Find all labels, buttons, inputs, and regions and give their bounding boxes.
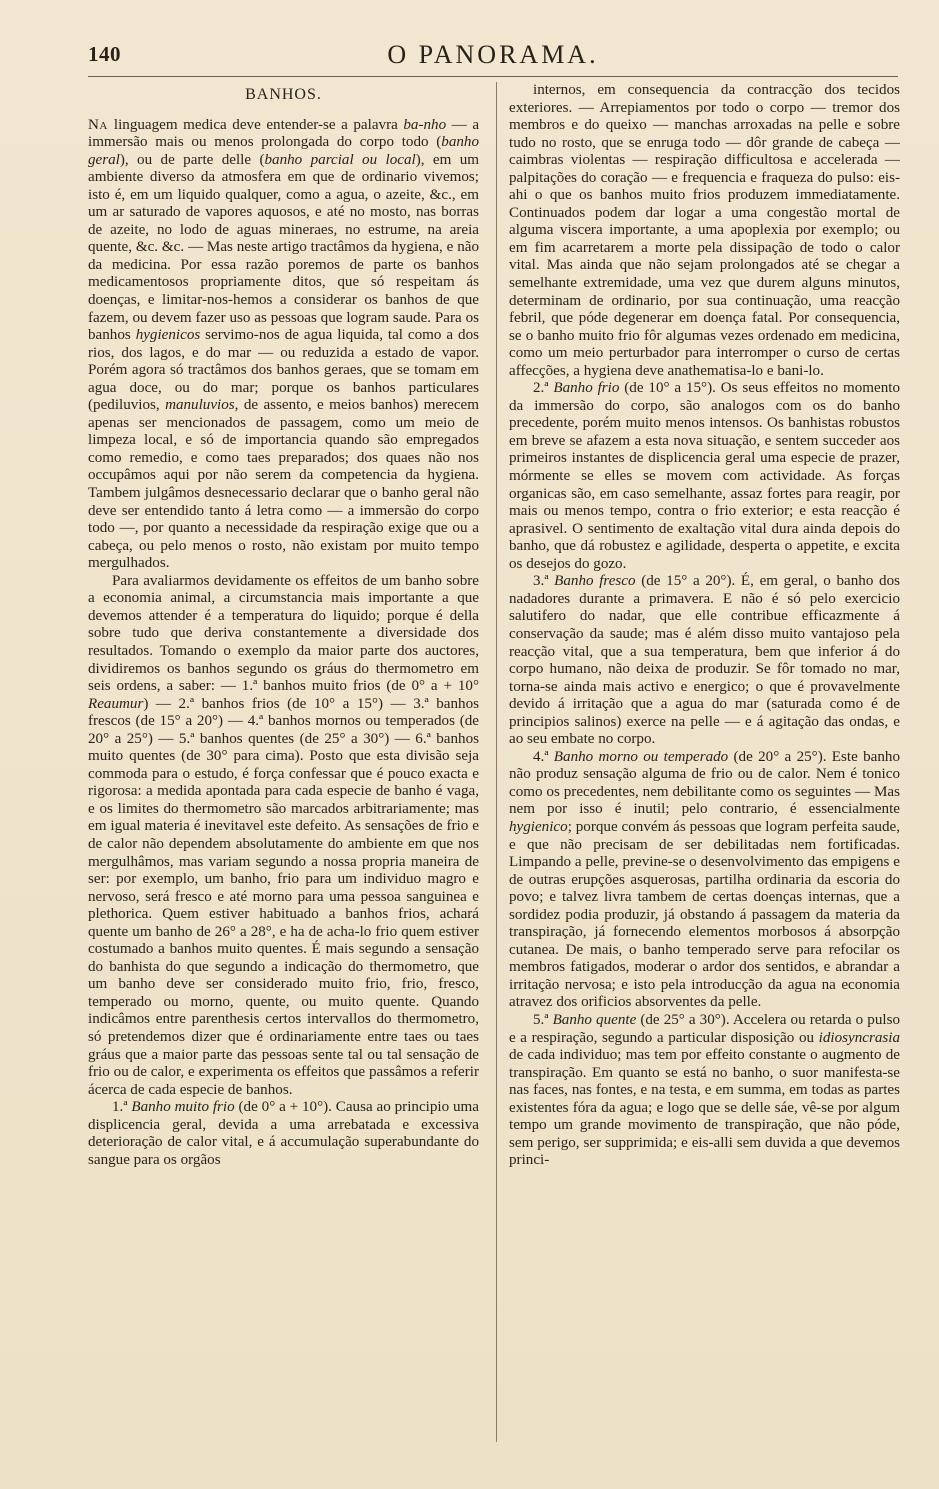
italic-term: banho geral bbox=[88, 134, 479, 168]
italic-term: Banho muito frio bbox=[131, 1099, 235, 1116]
text-run: (de 20° a 25°). Este banho não produz sensação alguma de frio ou de calor. Nem é tonico como os precedentes, nem debilitante como os seguintes — Mas nem por isso é inutil; pelo contrario, é essencialmente bbox=[509, 748, 900, 818]
left-paragraphs bbox=[88, 117, 479, 1170]
text-run: 1.ª bbox=[112, 1099, 132, 1116]
italic-term: Banho fresco bbox=[554, 573, 636, 590]
italic-term: Banho morno ou temperado bbox=[553, 748, 729, 765]
text-run: 3.ª bbox=[533, 573, 555, 590]
italic-term: ba-nho bbox=[403, 116, 447, 133]
italic-term: Reaumur bbox=[88, 695, 144, 712]
left-column-paragraph bbox=[88, 1099, 479, 1169]
right-column-paragraph bbox=[509, 380, 900, 573]
header-rule bbox=[88, 76, 898, 77]
text-run: ; porque convém ás pessoas que logram perfeita saude, e que não precisam de ser debilitadas nem fortificadas. Limpando a pelle, previne-se o desenvolvimento das empigens e de outras erupções asquerosas, partilha ordinaria da escoria do povo; e talvez livra tambem de certas doenças internas, que a sordidez podia produzir, já obstando á passagem da materia da transpiração, já fornecendo elementos morbosos á absorpção cutanea. De mais, o banho temperado serve para refocilar os membros fatigados, moderar o ardor dos sentidos, e abrandar a irritação nervosa; e isto pela introducção da agua na economia atravez dos orificios absorventes da pelle. bbox=[509, 818, 900, 1011]
column-divider bbox=[496, 82, 497, 1442]
text-run: 2.ª bbox=[533, 380, 554, 397]
text-run: servimo-nos de agua liquida, tal como a dos rios, dos lagos, e do mar — ou reduzida a estado de vapor. Porém agora só tractâmos dos banhos geraes, que se tomam em agua doce, ou do mar; porque os banhos particulares (pediluvios, bbox=[88, 327, 479, 414]
italic-term: hygienicos bbox=[135, 327, 201, 344]
italic-term: manuluvios bbox=[165, 397, 235, 414]
right-paragraphs bbox=[509, 82, 900, 1170]
right-column-paragraph bbox=[509, 573, 900, 748]
italic-term: hygienico bbox=[509, 818, 568, 835]
text-run: , de assento, e meios banhos) merecem apenas ser mencionados de passagem, como um meio de limpeza local, e só de importancia quando são empregados como remedio, e como taes preparados; dos quaes não nos occupâmos aqui por não serem da competencia da hygiena. Tambem julgâmos desnecessario declarar que o banho geral não deve ser entendido tanto á letra como — a immersão do corpo todo —, por quanto a necessidade da respiração exige que ou a cabeça, ou pelo menos o rosto, não existam por muito tempo mergulhados. bbox=[88, 397, 479, 572]
right-column bbox=[509, 82, 900, 1472]
text-run: (de 15° a 20°). É, em geral, o banho dos nadadores durante a primavera. E não é só pelo exercicio salutifero do nadar, que elle contribue efficazmente á conservação da saude; mas é além disso muito vantajoso pela reacção vital, que a sua temperatura, bem que inferior á do corpo humano, não deixa de produzir. Se fôr tomado no mar, torna-se ainda mais activo e energico; o que é provavelmente devido á irritação que a agua do mar (saturada como é de principios salinos) exerce na pelle — e á agitação das ondas, e ao seu embate no corpo. bbox=[509, 573, 900, 748]
italic-term: Banho frio bbox=[553, 380, 620, 397]
text-run: (de 0° a + 10°). Causa ao principio uma displicencia geral, devida a uma arrebatada e excessiva deterioração de calor vital, e á accumulação superabundante do sangue para os orgãos bbox=[88, 1099, 479, 1168]
text-run: de cada individuo; mas tem por effeito constante o augmento de transpiração. Em quanto se está no banho, o suor manifesta-se nas faces, nas fontes, e na testa, e em summa, em todas as partes existentes fóra da agua; e logo que se delle sáe, vê-se por algum tempo um grande movimento de transpiração, que não póde, sem perigo, ser supprimida; e eis-alli sem duvida a que devemos princi- bbox=[509, 1047, 900, 1169]
text-run: (de 10° a 15°). Os seus effeitos no momento da immersão do corpo, são analogos com os do banho precedente, porém muito menos intensos. Os banhistas robustos em breve se afazem a esta nova situação, e sentem succeder aos primeiros instantes de displicencia geral uma especie de prazer, mórmente se elles se movem com actividade. As forças organicas são, em caso semelhante, assaz fortes para reagir, por mais ou menos tempo, contra o frio exterior; e esta reacção é aprasivel. O sentimento de exaltação vital dura ainda depois do banho, que dá robustez e agilidade, desperta o appetite, e excita os desejos do gozo. bbox=[509, 380, 900, 572]
text-run: 4.ª bbox=[533, 748, 554, 765]
right-column-paragraph bbox=[509, 749, 900, 1012]
drop-initial: Na bbox=[88, 116, 114, 133]
right-column-paragraph bbox=[509, 1012, 900, 1170]
left-column-paragraph bbox=[88, 117, 479, 573]
text-run: ) — 2.ª banhos frios (de 10° a 15°) — 3.ª banhos frescos (de 15° a 20°) — 4.ª banhos mornos ou temperados (de 20° a 25°) — 5.ª banhos quentes (de 25° a 30°) — 6.ª banhos muito quentes (de 30° para cima). Posto que esta divisão seja commoda para o estudo, é força confessar que é pouco exacta e rigorosa: a medida apontada para cada especie de banho é vaga, e os limites do thermometro são marcados arbitrariamente; mas em igual materia é inevitavel este defeito. As sensações de frio e de calor não dependem absolutamente do ambiente em que nos mergulhâmos, mas variam segundo a nossa propria maneira de ser: por exemplo, um banho, frio para um individuo magro e nervoso, será fresco e até morno para uma pessoa sanguinea e plethorica. Quem estiver habituado a banhos frios, achará quente um banho de 26° a 28°, e ha de acha-lo frio quem estiver costumado a banhos muito quentes. É mais segundo a sensação do banhista do que segundo a indicação do thermometro, que um banho deve ser considerado muito frio, frio, fresco, temperado ou morno, quente, ou muito quente. Quando indicâmos entre parenthesis certos intervallos do thermometro, só pretendemos dizer que é ordinariamente entre taes ou taes gráus que a maior parte das pessoas sente tal ou tal sensação de frio ou de calor, e experimenta os effeitos que passâmos a referir ácerca de cada especie de banhos. bbox=[88, 695, 479, 1098]
article-title: BANHOS. bbox=[245, 86, 322, 103]
left-column-paragraph bbox=[88, 573, 479, 1099]
left-column bbox=[88, 82, 479, 1472]
journal-title: O PANORAMA. bbox=[387, 40, 599, 69]
text-run: ), ou de parte delle ( bbox=[119, 151, 265, 168]
text-run: linguagem medica deve entender-se a palavra bbox=[113, 116, 404, 133]
page-number: 140 bbox=[88, 42, 121, 66]
text-run: ), em um ambiente diverso da atmosfera em que de ordinario vivemos; isto é, em um liquido qualquer, como a agua, o azeite, &c., em um ar saturado de vapores aquosos, e até no mosto, nas borras de azeite, no lodo de aguas mineraes, no estrume, na areia quente, &c. &c. — Mas neste artigo tractâmos da hygiena, e não da medicina. Por essa razão poremos de parte os banhos medicamentosos propriamente ditos, que só respeitam ás doenças, e limitar-nos-hemos a considerar os banhos de que fazem, ou devem fazer uso as pessoas que logram saude. Para os banhos bbox=[88, 151, 479, 344]
text-run: (de 25° a 30°). Accelera ou retarda o pulso e a respiração, segundo a particular disposição ou bbox=[509, 1011, 900, 1046]
italic-term: banho parcial ou local bbox=[264, 151, 416, 168]
text-run: internos, em consequencia da contracção dos tecidos exteriores. — Arrepiamentos por todo o corpo — tremor dos membros e do queixo — manchas arroxadas na pelle e sobre tudo no rosto, que se enruga todo — dôr grande de cabeça — caimbras violentas — respiração difficultosa e accelerada — palpitações do coração — e frequencia e fraqueza do pulso: eis-ahi o que os banhos muito frios produzem immediatamente. Continuados podem dar logar a uma congestão mortal de alguma viscera importante, a uma apoplexia por exemplo; ou em fim acarretarem a morte pela dissipação de todo o calor vital. Mas ainda que não sejam prolongados até se chegar a semelhante extremidade, uma vez que durem alguns minutos, determinam de ordinario, por sua continuação, uma reacção febril, que póde degenerar em doença fatal. Por consequencia, se o banho muito frio fôr algumas vezes ordenado em medicina, como um meio perturbador para interromper o curso de certas affecções, a hygiena deve anathematisa-lo e bani-lo. bbox=[509, 82, 900, 379]
text-run: — a immersão mais ou menos prolongada do corpo todo ( bbox=[88, 116, 479, 151]
page-header bbox=[88, 40, 898, 74]
italic-term: Banho quente bbox=[552, 1011, 637, 1028]
text-run: 5.ª bbox=[533, 1011, 553, 1028]
text-run: Para avaliarmos devidamente os effeitos de um banho sobre a economia animal, a circumstancia mais importante a que devemos attender é a temperatura do liquido; porque é della sobre tudo que deriva constantemente a diversidade dos resultados. Tomando o exemplo da maior parte dos auctores, dividiremos os banhos segundo os gráus do thermometro em seis ordens, a saber: — 1.ª banhos muito frios (de 0° a + 10° bbox=[88, 572, 479, 695]
right-column-paragraph bbox=[509, 82, 900, 380]
italic-term: idiosyncrasia bbox=[818, 1029, 900, 1046]
